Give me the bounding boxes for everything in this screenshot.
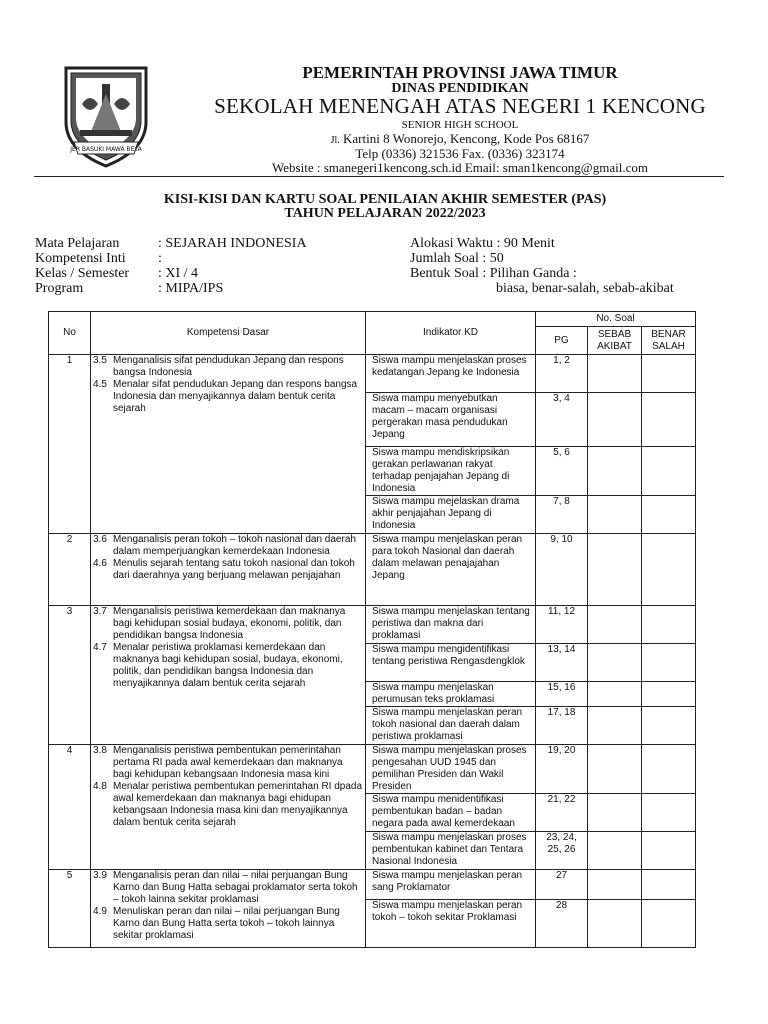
sebab-akibat-cell <box>588 900 642 948</box>
header-benar-salah: BENAR SALAH <box>642 327 696 355</box>
kd-number: 4.9 <box>93 906 107 917</box>
header-no: No <box>49 312 91 355</box>
kd-item <box>93 745 363 781</box>
kd-item <box>93 534 363 558</box>
document-title: KISI-KISI DAN KARTU SOAL PENILAIAN AKHIR SEMESTER (PAS) <box>163 192 607 207</box>
kompetensi-dasar-cell <box>91 355 366 534</box>
sebab-akibat-cell <box>588 794 642 832</box>
benar-salah-cell <box>642 606 696 644</box>
document-year: TAHUN PELAJARAN 2022/2023 <box>284 206 486 221</box>
kd-item <box>93 558 363 582</box>
kd-item <box>93 379 363 415</box>
kompetensi-dasar-cell <box>91 606 366 745</box>
indikator-cell: Siswa mampu menjelaskan perumusan teks proklamasi <box>366 682 536 707</box>
address-prefix: Jl. <box>330 135 340 146</box>
indikator-cell: Siswa mampu mejelaskan drama akhir penjajahan Jepang di Indonesia <box>366 496 536 534</box>
row-number: 4 <box>49 745 91 870</box>
pg-cell: 17, 18 <box>536 707 588 745</box>
kisi-table <box>48 311 696 948</box>
header-kompetensi-dasar: Kompetensi Dasar <box>91 312 366 355</box>
indikator-cell: Siswa mampu menjelaskan peran sang Proklamator <box>366 870 536 900</box>
kd-item <box>93 355 363 379</box>
bentuk-soal-detail: biasa, benar-salah, sebab-akibat <box>496 281 674 296</box>
pg-cell: 7, 8 <box>536 496 588 534</box>
kd-number: 3.7 <box>93 606 107 617</box>
kd-number: 4.5 <box>93 379 107 390</box>
row-number: 2 <box>49 534 91 606</box>
table-row <box>49 355 696 393</box>
pg-cell: 13, 14 <box>536 644 588 682</box>
agency-name: DINAS PENDIDIKAN <box>391 81 529 96</box>
pg-cell: 5, 6 <box>536 447 588 496</box>
indikator-cell: Siswa mampu menjelaskan proses pembentukan kabinet dan Tentara Nasional Indonesia <box>366 832 536 870</box>
government-name: PEMERINTAH PROVINSI JAWA TIMUR <box>302 63 618 82</box>
kd-item <box>93 642 363 690</box>
table-row <box>49 870 696 900</box>
sebab-akibat-cell <box>588 682 642 707</box>
kd-text: Menganalisis sifat pendudukan Jepang dan respons bangsa Indonesia <box>113 355 344 378</box>
sebab-akibat-cell <box>588 355 642 393</box>
sebab-akibat-cell <box>588 496 642 534</box>
benar-salah-cell <box>642 794 696 832</box>
kd-item <box>93 606 363 642</box>
kd-item <box>93 906 363 942</box>
sebab-akibat-cell <box>588 447 642 496</box>
table-row <box>49 745 696 794</box>
benar-salah-cell <box>642 447 696 496</box>
header-sebab-akibat: SEBAB AKIBAT <box>588 327 642 355</box>
sebab-akibat-cell <box>588 606 642 644</box>
kd-number: 3.5 <box>93 355 107 366</box>
indikator-cell: Siswa mampu menyebutkan macam – macam organisasi pergerakan masa pendudukan Jepang <box>366 393 536 447</box>
benar-salah-cell <box>642 393 696 447</box>
kompetensi-dasar-cell <box>91 870 366 948</box>
indikator-cell: Siswa mampu menjelaskan proses kedatangan Jepang ke Indonesia <box>366 355 536 393</box>
kd-number: 3.8 <box>93 745 107 756</box>
kelas-value: : XI / 4 <box>158 266 199 281</box>
kd-text: Menalar peristiwa proklamasi kemerdekaan dan maknanya bagi kehidupan sosial, budaya, ekonomi, politik, dan pendidikan bangsa Indonesia dan menyajikannya dalam bentuk cerita sejarah <box>113 642 343 689</box>
mapel-value: : SEJARAH INDONESIA <box>158 236 307 251</box>
table-row <box>49 534 696 606</box>
sebab-akibat-cell <box>588 644 642 682</box>
benar-salah-cell <box>642 534 696 606</box>
sebab-akibat-cell <box>588 745 642 794</box>
table-row <box>49 606 696 644</box>
indikator-cell: Siswa mampu menjelaskan peran tokoh – tokoh sekitar Proklamasi <box>366 900 536 948</box>
indikator-cell: Siswa mampu menjelaskan proses pengesahan UUD 1945 dan pemilihan Presiden dan Wakil Presiden <box>366 745 536 794</box>
program-label: Program <box>35 281 84 296</box>
kd-number: 3.9 <box>93 870 107 881</box>
indikator-cell: Siswa mampu menjelaskan tentang peristiwa dan makna dari proklamasi <box>366 606 536 644</box>
row-number: 1 <box>49 355 91 534</box>
pg-cell: 3, 4 <box>536 393 588 447</box>
kd-number: 3.6 <box>93 534 107 545</box>
indikator-cell: Siswa mampu menidentifikasi pembentukan badan – badan negara pada awal kemerdekaan <box>366 794 536 832</box>
kompetensi-dasar-cell <box>91 745 366 870</box>
kd-number: 4.8 <box>93 781 107 792</box>
address-text: Kartini 8 Wonorejo, Kencong, Kode Pos 68167 <box>343 131 590 146</box>
pg-cell: 1, 2 <box>536 355 588 393</box>
kd-item <box>93 781 363 829</box>
benar-salah-cell <box>642 832 696 870</box>
header-divider <box>34 176 724 177</box>
kompetensi-dasar-cell <box>91 534 366 606</box>
indikator-cell: Siswa mampu mengidentifikasi tentang peristiwa Rengasdengklok <box>366 644 536 682</box>
jumlah-soal: Jumlah Soal : 50 <box>410 251 504 266</box>
kd-number: 4.6 <box>93 558 107 569</box>
pg-cell: 27 <box>536 870 588 900</box>
benar-salah-cell <box>642 682 696 707</box>
header-no-soal: No. Soal <box>536 312 696 327</box>
indikator-cell: Siswa mampu mendiskripsikan gerakan perlawanan rakyat terhadap penjajahan Jepang di Indonesia <box>366 447 536 496</box>
school-name: SEKOLAH MENENGAH ATAS NEGERI 1 KENCONG <box>214 94 706 118</box>
kd-text: Menalar sifat pendudukan Jepang dan respons bangsa Indonesia dan menyajikannya dalam bentuk cerita sejarah <box>113 379 358 414</box>
kd-text: Menganalisis peran dan nilai – nilai perjuangan Bung Karno dan Bung Hatta sebagai proklamator serta tokoh – tokoh lainna sekitar proklamasi <box>113 870 358 905</box>
ki-value: : <box>158 251 162 266</box>
benar-salah-cell <box>642 496 696 534</box>
header-pg: PG <box>536 327 588 355</box>
kelas-label: Kelas / Semester <box>35 266 130 281</box>
pg-cell: 11, 12 <box>536 606 588 644</box>
bentuk-soal: Bentuk Soal : Pilihan Ganda : <box>410 266 577 281</box>
indikator-cell: Siswa mampu menjelaskan peran para tokoh Nasional dan daerah dalam melawan penajajahan Jepang <box>366 534 536 606</box>
kd-number: 4.7 <box>93 642 107 653</box>
pg-cell: 15, 16 <box>536 682 588 707</box>
school-address <box>160 131 760 147</box>
kd-text: Menuliskan peran dan nilai – nilai perjuangan Bung Karno dan Bung Hatta serta tokoh – tokoh lainnya sekitar proklamasi <box>113 906 340 941</box>
kd-text: Menganalisis peran tokoh – tokoh nasional dan daerah dalam memperjuangkan kemerdekaan Indonesia <box>113 534 356 557</box>
kd-text: Menganalisis peristiwa pembentukan pemerintahan pertama RI pada awal kemerdekaan dan maknanya bagi kehidupan kebangsaan Indonesia masa kini <box>113 745 343 780</box>
pg-cell: 23, 24, 25, 26 <box>536 832 588 870</box>
pg-cell: 21, 22 <box>536 794 588 832</box>
kd-text: Menganalisis peristiwa kemerdekaan dan maknanya bagi kehidupan sosial budaya, ekonomi, politik, dan pendidikan bangsa Indonesia <box>113 606 346 641</box>
sebab-akibat-cell <box>588 870 642 900</box>
row-number: 3 <box>49 606 91 745</box>
sebab-akibat-cell <box>588 534 642 606</box>
sebab-akibat-cell <box>588 707 642 745</box>
benar-salah-cell <box>642 870 696 900</box>
pg-cell: 28 <box>536 900 588 948</box>
benar-salah-cell <box>642 644 696 682</box>
benar-salah-cell <box>642 707 696 745</box>
kd-text: Menulis sejarah tentang satu tokoh nasional dan tokoh dari daerahnya yang berjuang melawan penjajahan <box>113 558 355 581</box>
kd-text: Menalar peristiwa pembentukan pemerintahan RI dpada awal kemerdekaan dan maknanya bagi ehidupan kebangsaan Indonesia masa kini dan menyajikannya dalam bentuk cerita sejarah <box>113 781 363 828</box>
pg-cell: 19, 20 <box>536 745 588 794</box>
pg-cell: 9, 10 <box>536 534 588 606</box>
benar-salah-cell <box>642 900 696 948</box>
logo-motto: JER BASUKI MAWA BEYA <box>70 146 142 153</box>
kisi-table-body <box>49 355 696 948</box>
mapel-label: Mata Pelajaran <box>35 236 120 251</box>
sebab-akibat-cell <box>588 832 642 870</box>
kd-item <box>93 870 363 906</box>
school-logo <box>60 64 152 168</box>
program-value: : MIPA/IPS <box>158 281 224 296</box>
benar-salah-cell <box>642 355 696 393</box>
school-web: Website : smanegeri1kencong.sch.id Email: sman1kencong@gmail.com <box>272 160 648 175</box>
school-subtitle: SENIOR HIGH SCHOOL <box>401 119 519 131</box>
sebab-akibat-cell <box>588 393 642 447</box>
benar-salah-cell <box>642 745 696 794</box>
row-number: 5 <box>49 870 91 948</box>
alokasi-waktu: Alokasi Waktu : 90 Menit <box>410 236 555 251</box>
ki-label: Kompetensi Inti <box>35 251 126 266</box>
indikator-cell: Siswa mampu menjelaskan peran tokoh nasional dan daerah dalam peristiwa proklamasi <box>366 707 536 745</box>
header-indikator: Indikator KD <box>366 312 536 355</box>
school-phone: Telp (0336) 321536 Fax. (0336) 323174 <box>355 146 565 161</box>
